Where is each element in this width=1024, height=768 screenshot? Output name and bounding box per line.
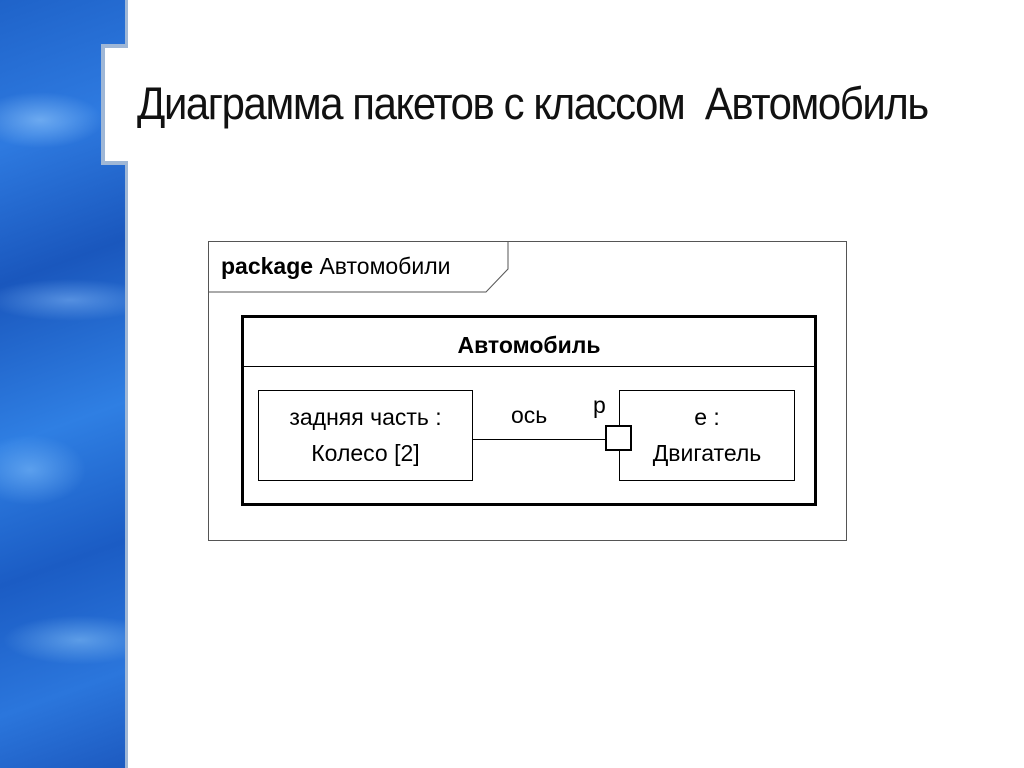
title-accent-notch [101, 44, 128, 165]
part-rear-role: задняя часть : [289, 404, 442, 430]
class-name: Автомобиль [457, 332, 601, 358]
connector-label: ось [511, 402, 548, 428]
package-keyword: package [221, 253, 314, 279]
part-engine-role: е : [694, 404, 720, 430]
slide-title: Диаграмма пакетов с классом Автомобиль [137, 78, 928, 129]
part-rear-type: Колесо [2] [311, 440, 420, 466]
part-engine-type: Двигатель [652, 440, 762, 466]
port-square [605, 425, 632, 451]
class-compartment-divider [244, 366, 814, 367]
part-engine [619, 390, 795, 481]
port-label: p [593, 392, 606, 418]
package-name: Автомобили [319, 253, 451, 279]
package-label [221, 253, 450, 280]
part-rear-wheel [258, 390, 473, 481]
connector-line [473, 439, 606, 440]
